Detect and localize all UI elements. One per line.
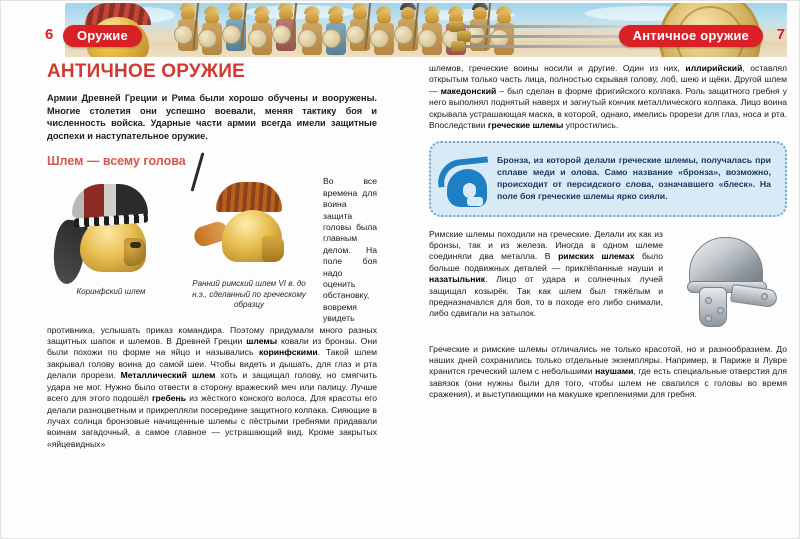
right-top-bold-3: греческие шлемы bbox=[487, 120, 564, 131]
left-body-bold-1: шлемы bbox=[246, 336, 278, 347]
corinthian-helmet-icon bbox=[435, 157, 493, 213]
figure-early-roman-helmet bbox=[185, 176, 313, 311]
lead-paragraph: Армии Древней Греции и Рима были хорошо обучены и вооружены. Многие столетия они успешно воевали, меняя тактику боя и численность войска. Ударные части армии всегда имели защитные доспехи и наступательное оружие. bbox=[47, 93, 377, 141]
corinthian-helmet-illustration bbox=[50, 176, 172, 284]
right-top-bold-2: македонский bbox=[440, 85, 497, 96]
right-mid-bold-1: римских шлемах bbox=[558, 251, 635, 262]
right-bottom-bold-1: наушами bbox=[595, 366, 634, 377]
right-top-bold-1: иллирийский bbox=[685, 63, 743, 73]
callout-text: Бронза, из которой делали греческие шлемы, получалась при сплаве меди и олова. Само название «бронза», возможно, происходит от персидского слова, означавшего «блеск». На поле боя греческие шлемы ярко сияли. bbox=[497, 155, 771, 201]
left-body-run-3: . Такой шлем закрывал голову воина до самой шеи. Чтобы видеть и дышать, для глаз и рта делали прорези. bbox=[47, 347, 377, 381]
right-top-run-2: , оставлял открытым только часть лица, полностью скрывая голову, лоб, шею и щёки. Другой шлем — bbox=[429, 63, 788, 96]
right-top-run-1: шлемов, греческие воины носили и другие. Один из них, bbox=[429, 63, 686, 73]
early-roman-helmet-illustration bbox=[188, 176, 310, 276]
figure-caption-early-roman: Ранний римский шлем VI в. до н.э., сделанный по греческому образцу bbox=[192, 279, 306, 310]
right-bottom-run-2: , где есть специальные отверстия для завязок (они нужны были для того, чтобы шлем не свалился с головы во время сражения), и выступающими на макушке креплениями для гребня. bbox=[429, 366, 787, 400]
right-mid-bold-2: назатыльник bbox=[429, 274, 486, 285]
page-number-left: 6 bbox=[45, 26, 54, 43]
left-body-bold-3: Металлический шлем bbox=[120, 370, 216, 381]
left-body-bold-2: коринфскими bbox=[259, 347, 318, 358]
left-body-run-1: Во все времена для воина защита головы была главным делом. На поле боя надо оценить обстановку, вовремя увидеть противника, услышать приказ командира. Поэтому придумали много разных защитных шапок и шлемов. В Древней Греции bbox=[47, 176, 377, 347]
figure-caption-corinthian: Коринфский шлем bbox=[76, 287, 146, 297]
right-mid-run-2: было больше подвижных деталей — приклёпанные науши и bbox=[429, 251, 663, 273]
running-head-right: Античное оружие bbox=[619, 25, 763, 47]
left-text-flow bbox=[47, 176, 377, 450]
right-mid-run-1: Римские шлемы походили на греческие. Делали их как из бронзы, так и из железа. Иногда в одном шлеме соединяли два металла. В bbox=[429, 228, 663, 262]
right-bottom-run-1: Греческие и римские шлемы отличались не только красотой, но и разнообразием. До наших дней сохранились только отдельные экземпляры. Например, в Париже в Лувре хранится греческий шлем с небольшими bbox=[429, 343, 787, 377]
figure-corinthian-helmet bbox=[47, 176, 175, 298]
figure-roman-legionary-helmet bbox=[675, 231, 787, 331]
left-column bbox=[47, 61, 377, 513]
right-bottom-paragraph bbox=[429, 344, 787, 401]
running-head-left: Оружие bbox=[63, 25, 142, 47]
page-title: АНТИЧНОЕ ОРУЖИЕ bbox=[47, 61, 246, 82]
right-top-paragraph bbox=[429, 63, 787, 131]
left-body-run-5: из жёсткого конского волоса. Для красоты его делали разноцветным и прикрепляли посередине защитного колпака. Сияющие в лучах солнца бронзовые начищенные шлемы с пёстрыми гребнями придавали воинам загадочный, а самое главное — устрашающий вид. Кроме закрытых «яйцевидных» bbox=[47, 393, 378, 449]
left-body-run-4: хоть и защищал голову, но смягчить удара не мог. Нужно было отвести в сторону вражеский меч или палицу. Лучше всего для этого подошёл bbox=[47, 370, 377, 404]
roman-legionary-helmet-illustration bbox=[675, 231, 783, 331]
right-text-flow bbox=[429, 229, 787, 335]
left-body-run-2: ковали из бронзы. Они были похожи по форме на яйцо и назывались bbox=[47, 336, 377, 358]
right-mid-run-3: . Лицо от удара и солнечных лучей защищал козырёк. Так как шлем был тяжёлым и предназначался для боя, то в походе его либо снимали, либо сдвигали на затылок. bbox=[429, 274, 663, 319]
info-callout-bronze bbox=[429, 141, 787, 216]
right-top-run-3: – был сделан в форме фригийского колпака. Роль защитного гребня у него выполнял поднятый наверх и загнутый кончик металлического колпака. Лицо воина скрывала устрашающая маска, в которой, однако, имелись прорези для глаз, носа и рта. Впоследствии bbox=[429, 85, 787, 131]
left-body-bold-4: гребень bbox=[151, 393, 187, 404]
right-top-run-4: упростились. bbox=[563, 120, 619, 131]
section-heading-helmet: Шлем — всему голова bbox=[47, 154, 186, 169]
right-column bbox=[429, 63, 787, 513]
page-number-right: 7 bbox=[776, 26, 785, 43]
